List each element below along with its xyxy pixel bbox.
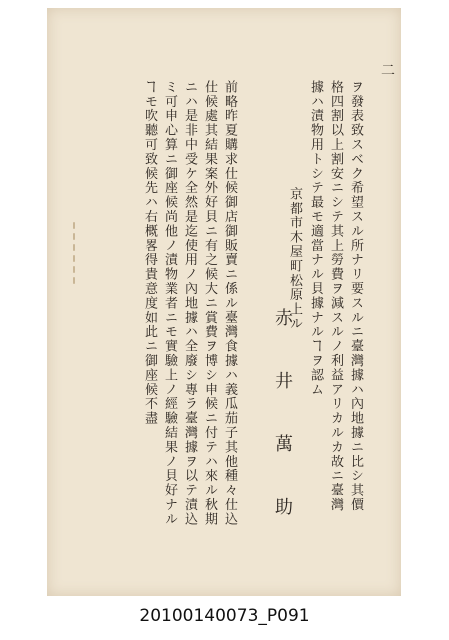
binding-holes	[69, 218, 79, 298]
binding-hole	[73, 277, 75, 284]
text-column-6: ニハ是非中受ケ全然是迄使用ノ內地據ハ全廢シ專ラ臺灣據ヲ以テ漬込	[182, 80, 197, 527]
archive-id-label: 20100140073_P091	[139, 606, 310, 626]
text-column-4: 前略昨夏購求仕候御店御販賣ニ係ル臺灣食據ハ義瓜茄子其他種々仕込	[222, 80, 237, 527]
document-page	[47, 8, 401, 596]
sender-address: 京都市木屋町松原上ル	[287, 187, 302, 331]
page-number: 二	[381, 63, 395, 79]
text-column-2: 格四割以上割安ニシテ其上勞費ヲ減スルノ利益アリカルカ故ニ臺灣	[328, 80, 343, 512]
binding-hole	[73, 266, 75, 273]
binding-hole	[73, 244, 75, 251]
sender-name: 赤 井 萬 助	[272, 308, 293, 527]
text-column-8: ヿモ吹聽可致候先ハ右概畧得貴意度如此ニ御座候不盡	[142, 80, 157, 426]
binding-hole	[73, 222, 75, 229]
text-column-5: 仕候處其結果案外好貝ニ有之候大ニ賞費ヲ博シ申候ニ付テハ來ル秋期	[202, 80, 217, 527]
binding-hole	[73, 255, 75, 262]
text-column-3: 據ハ漬物用トシテ最モ適當ナル貝據ナルヿヲ認ム	[308, 80, 323, 397]
text-column-7: ミ可申心算ニ御座候尚他ノ漬物業者ニモ實驗上ノ經驗結果ノ貝好ナル	[162, 80, 177, 527]
text-column-1: ヲ發表致スベク希望スル所ナリ要スルニ臺灣據ハ內地據ニ比シ其價	[348, 80, 363, 512]
binding-hole	[73, 233, 75, 240]
